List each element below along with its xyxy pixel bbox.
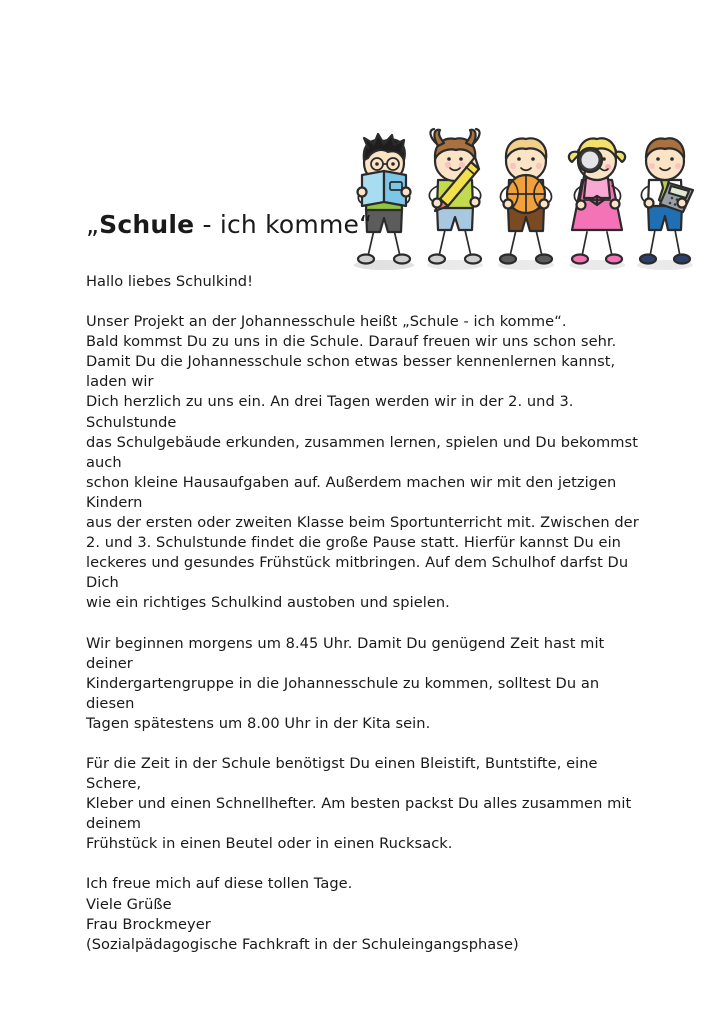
text-line: Damit Du die Johannesschule schon etwas besser kennenlernen kannst, laden wir xyxy=(86,353,620,391)
text-line: das Schulgebäude erkunden, zusammen lernen, spielen und Du bekommst auch xyxy=(86,433,643,471)
text-line: aus der ersten oder zweiten Klasse beim Sportunterricht mit. Zwischen der xyxy=(86,514,639,532)
text-line: Wir beginnen morgens um 8.45 Uhr. Damit Du genügend Zeit hast mit deiner xyxy=(86,634,610,672)
boy-with-calculator xyxy=(640,138,693,263)
basketball-icon xyxy=(507,175,545,213)
greeting-line: Hallo liebes Schulkind! xyxy=(86,273,254,290)
title-open-quote: „ xyxy=(86,209,100,239)
title-bold-word: Schule xyxy=(99,209,195,239)
boy-with-basketball xyxy=(500,138,552,263)
paragraph-materials xyxy=(86,754,652,854)
closing-salutation: Viele Grüße xyxy=(86,895,172,913)
text-line: schon kleine Hausaufgaben auf. Außerdem machen wir mit den jetzigen Kindern xyxy=(86,473,622,511)
text-line: Tagen spätestens um 8.00 Uhr in der Kita sein. xyxy=(86,714,431,732)
paragraph-times xyxy=(86,634,652,734)
signature-role: (Sozialpädagogische Fachkraft in der Schuleingangsphase) xyxy=(86,935,519,953)
page-title xyxy=(86,210,372,240)
text-line: Kindergartengruppe in die Johannesschule zu kommen, solltest Du an diesen xyxy=(86,674,604,712)
title-rest: - ich komme“ xyxy=(194,209,373,239)
text-line: Dich herzlich zu uns ein. An drei Tagen werden wir in der 2. und 3. Schulstunde xyxy=(86,393,579,431)
text-line: Frühstück in einen Beutel oder in einen Rucksack. xyxy=(86,835,453,853)
text-line: Unser Projekt an der Johannesschule heißt „Schule - ich komme“. xyxy=(86,313,567,331)
letter-greeting xyxy=(86,272,652,292)
letter-body xyxy=(86,272,652,955)
text-line: Kleber und einen Schnellhefter. Am besten packst Du alles zusammen mit deinem xyxy=(86,795,636,833)
text-line: Bald kommst Du zu uns in die Schule. Darauf freuen wir uns schon sehr. xyxy=(86,333,617,351)
child-with-book xyxy=(358,134,411,264)
book-icon xyxy=(362,171,406,206)
text-line: 2. und 3. Schulstunde findet die große Pause statt. Hierfür kannst Du ein xyxy=(86,534,621,552)
text-line: Für die Zeit in der Schule benötigst Du einen Bleistift, Buntstifte, eine Schere, xyxy=(86,754,603,793)
five-schoolchildren-clipart xyxy=(338,126,710,274)
text-line: Ich freue mich auf diese tollen Tage. xyxy=(86,875,353,893)
text-line: wie ein richtiges Schulkind austoben und spielen. xyxy=(86,594,450,612)
girl-with-pencil xyxy=(429,129,481,264)
girl-with-magnifier xyxy=(569,138,625,263)
paragraph-intro xyxy=(86,312,652,613)
paragraph-closing xyxy=(86,874,652,954)
signature-name: Frau Brockmeyer xyxy=(86,915,211,933)
text-line: leckeres und gesundes Frühstück mitbringen. Auf dem Schulhof darfst Du Dich xyxy=(86,554,633,592)
